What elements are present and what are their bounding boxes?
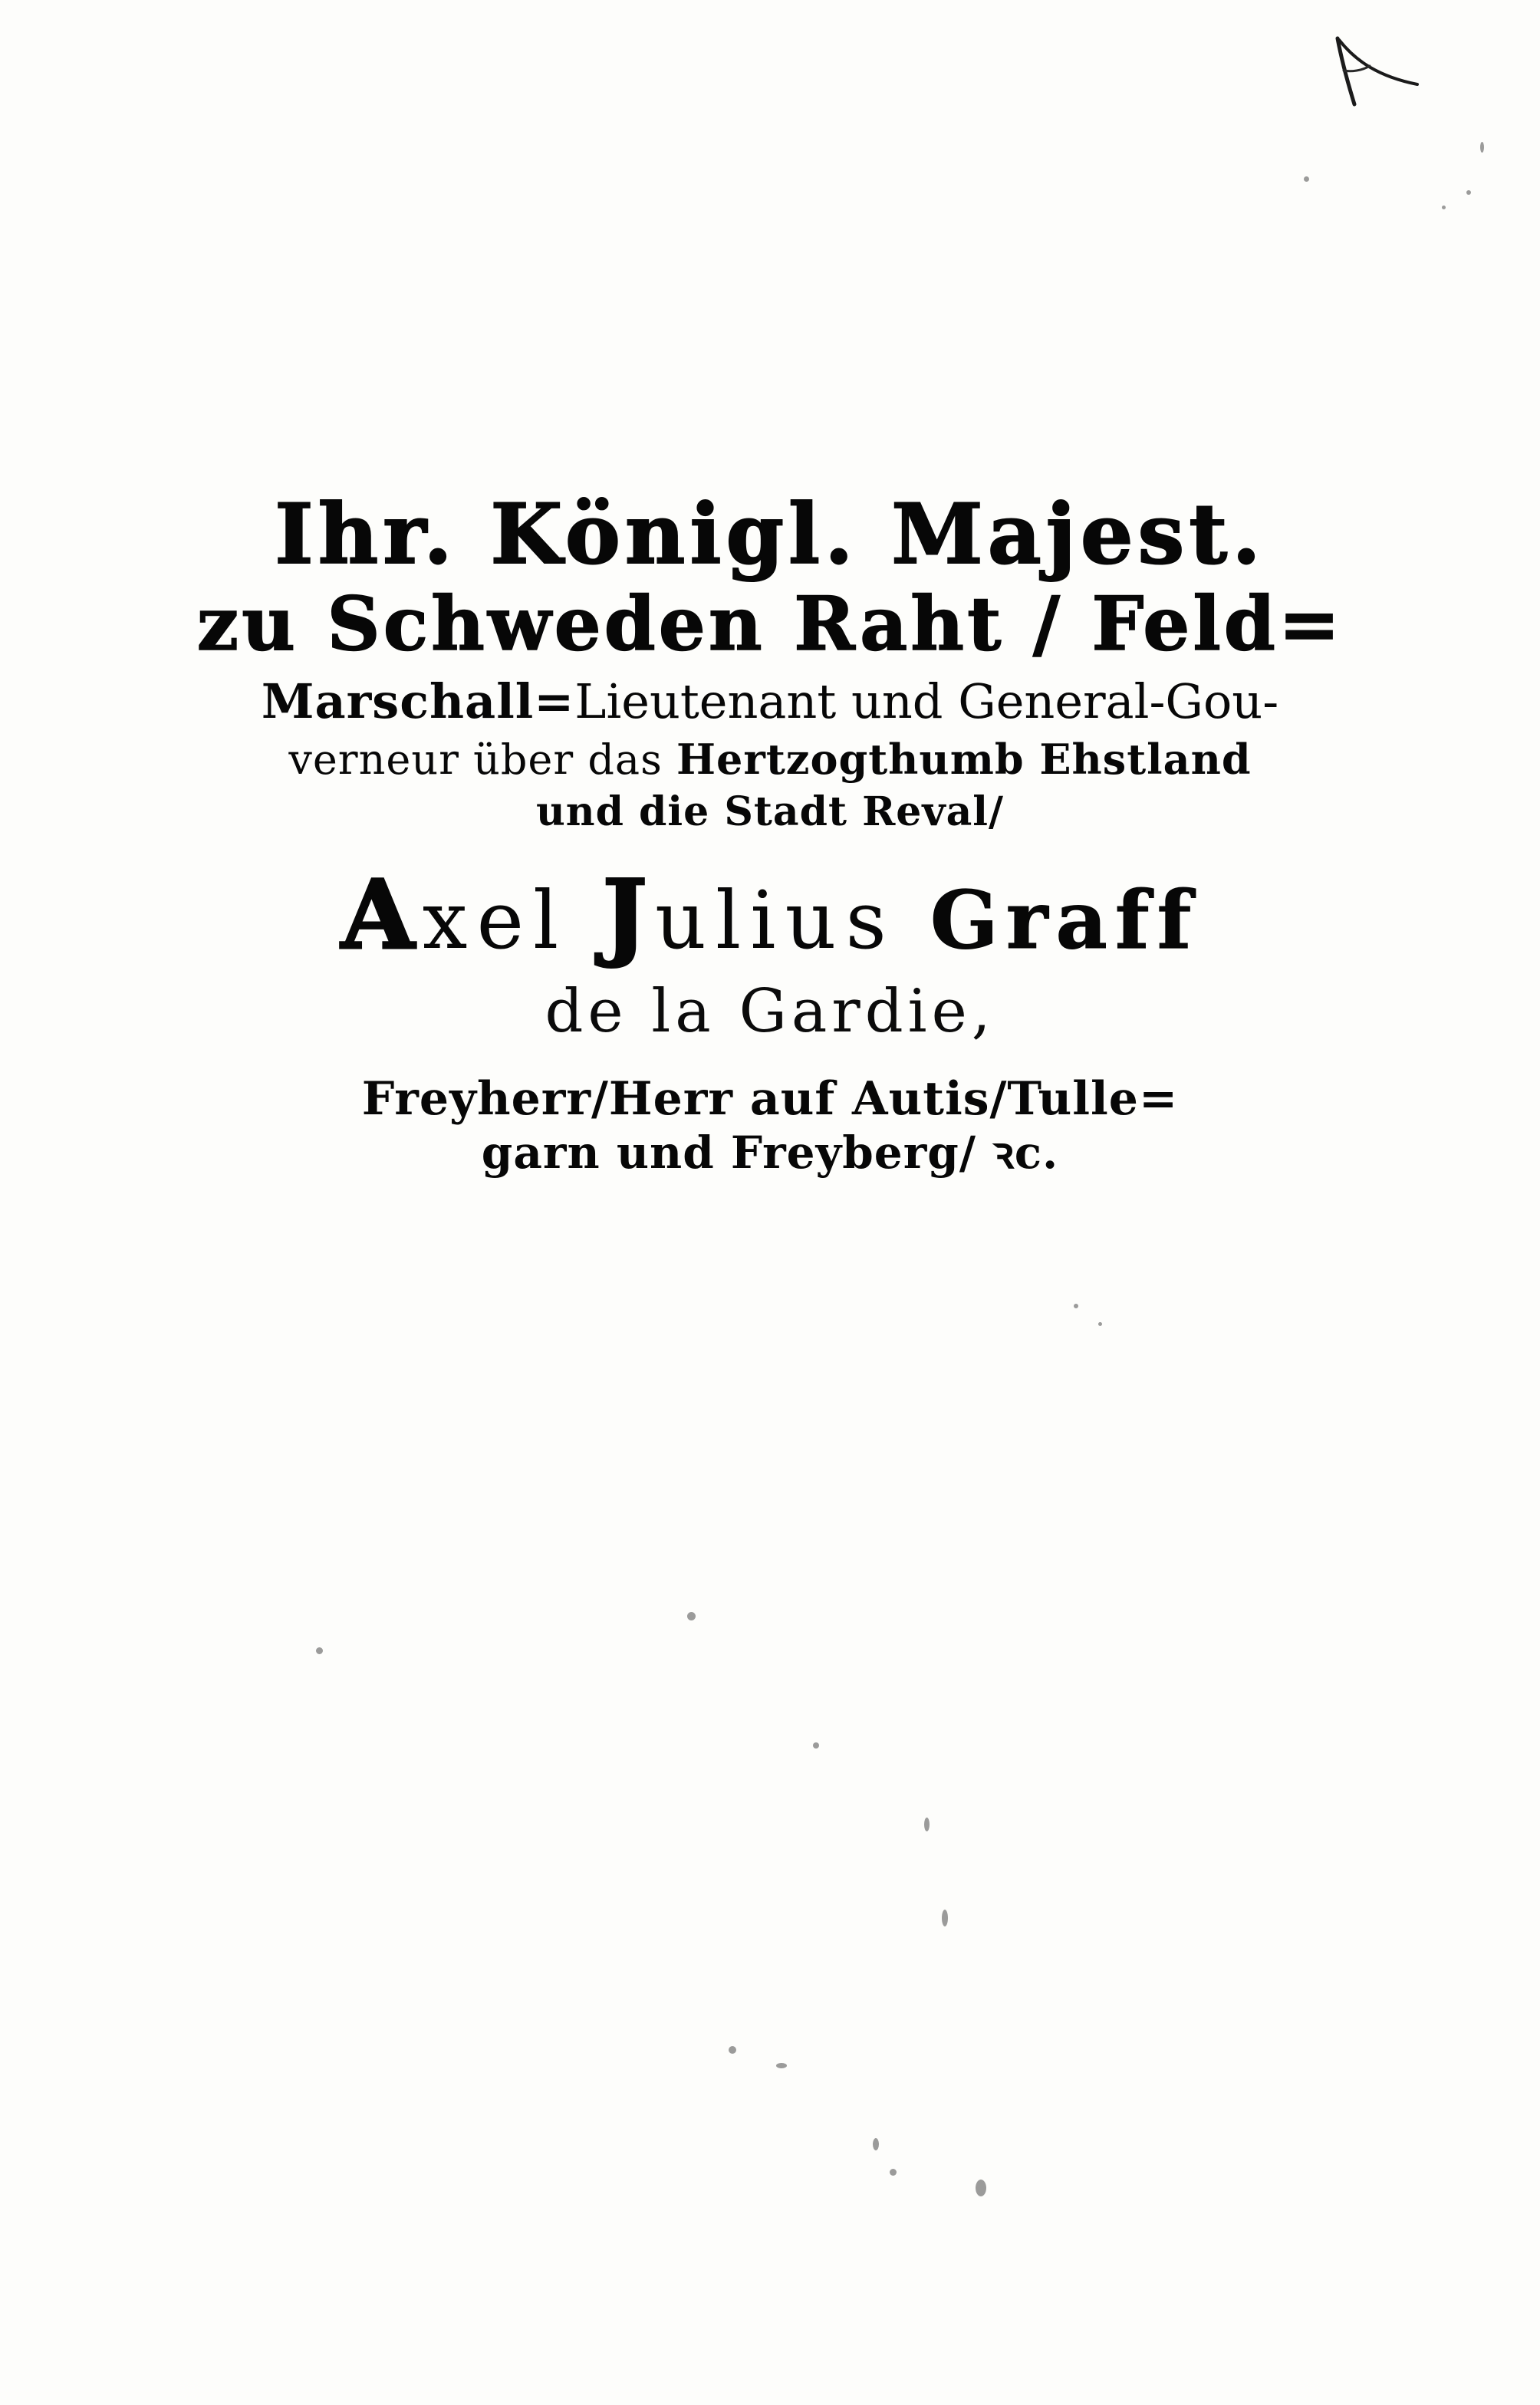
title-line-1: Ihr. Königl. Majest. — [275, 486, 1265, 583]
subtitle-line-2: garn und Freyberg/ ꝛc. — [481, 1127, 1059, 1179]
title-line-3-fraktur: Marschall= — [261, 673, 575, 729]
scan-speck — [942, 1910, 948, 1926]
author-middle-name: ulius — [655, 873, 930, 967]
scan-speck — [890, 2169, 897, 2176]
title-line-3-roman: Lieutenant und General-Gou- — [574, 673, 1279, 729]
author-surname-line: de la Gardie, — [545, 977, 995, 1047]
author-name-line — [0, 859, 1540, 971]
title-block — [0, 486, 1540, 1179]
scan-speck — [1442, 206, 1446, 209]
title-line-5: und die Stadt Reval/ — [535, 788, 1005, 836]
author-first-name: xel — [422, 873, 603, 967]
subtitle-line-1: Freyherr/Herr auf Autis/Tulle= — [361, 1072, 1179, 1127]
title-line-3 — [0, 673, 1540, 730]
scan-speck — [1098, 1322, 1102, 1326]
title-line-4-fraktur: Hertzogthumb Ehstland — [676, 735, 1252, 785]
scan-speck — [1480, 142, 1484, 153]
title-line-4-roman: verneur über das — [288, 735, 677, 785]
scan-speck — [924, 1818, 930, 1831]
scan-speck — [1304, 176, 1309, 182]
scan-speck — [873, 2138, 879, 2150]
scan-speck — [813, 1742, 819, 1749]
scan-speck — [1074, 1304, 1078, 1308]
title-line-2: zu Schweden Raht / Feld= — [196, 581, 1344, 668]
scan-speck — [687, 1612, 696, 1620]
scan-speck — [1466, 190, 1471, 195]
scan-speck — [729, 2046, 736, 2054]
scan-speck — [976, 2180, 986, 2196]
scan-speck — [776, 2063, 787, 2068]
author-title-graff: Graff — [930, 872, 1199, 967]
pen-flourish-icon — [1325, 31, 1448, 130]
title-line-4 — [0, 735, 1540, 785]
scan-speck — [316, 1647, 323, 1654]
dropcap-j: J — [602, 859, 655, 971]
dropcap-a: A — [341, 859, 423, 971]
